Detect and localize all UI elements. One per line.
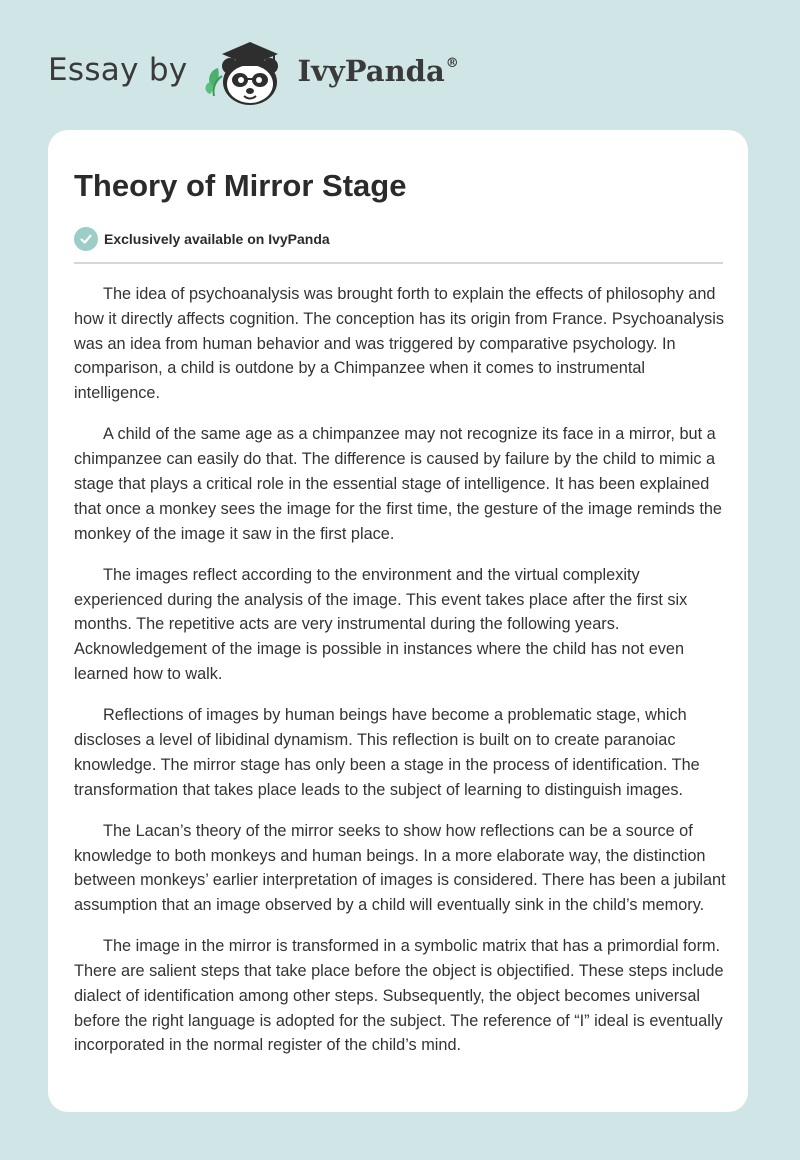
essay-card (48, 130, 748, 1112)
paragraph: Reflections of images by human beings have become a problematic stage, which discloses a level of libidinal dynamism. This reflection is built on to create paranoiac knowledge. The mirror stage has only been a stage in the process of identification. The transformation that takes place leads to the subject of learning to distinguish images. (74, 706, 700, 799)
brand-name[interactable] (298, 54, 459, 88)
exclusive-badge (74, 226, 722, 252)
paragraph: The idea of psychoanalysis was brought forth to explain the effects of philosophy and how it directly affects cognition. The conception has its origin from France. Psychoanalysis was an idea from human behavior and was triggered by comparative psychology. In comparison, a child is outdone by a Chimpanzee when it comes to instrumental intelligence. (74, 285, 725, 403)
site-header (48, 36, 459, 108)
paragraph: The Lacan’s theory of the mirror seeks to show how reflections can be a source of knowledge to both monkeys and human beings. In a more elaborate way, the distinction between monkeys’ earlier interpretation of images is considered. There has been a jubilant assumption that an image observed by a child will eventually sink in the child’s memory. (74, 821, 726, 915)
brand-name-text: IvyPanda (297, 54, 445, 88)
registered-mark: ® (445, 56, 459, 71)
page-title: Theory of Mirror Stage (74, 168, 407, 203)
checkmark-icon (74, 227, 98, 251)
essay-by-label: Essay by (48, 52, 188, 88)
exclusive-badge-text: Exclusively available on IvyPanda (104, 231, 330, 247)
paragraph: A child of the same age as a chimpanzee may not recognize its face in a mirror, but a chimpanzee can easily do that. The difference is caused by failure by the child to mimic a stage that plays a critical role in the essential stage of intelligence. It has been explained that once a monkey sees the image for the first time, the gesture of the image reminds the monkey of the image it saw in the first place. (74, 425, 722, 543)
essay-body (74, 282, 726, 1058)
paragraph: The image in the mirror is transformed in a symbolic matrix that has a primordial form. There are salient steps that take place before the object is objectified. These steps include dialect of identification among other steps. Subsequently, the object becomes universal before the right language is adopted for the subject. The reference of “I” ideal is eventually incorporated in the normal register of the child’s mind. (74, 937, 724, 1055)
paragraph: The images reflect according to the environment and the virtual complexity experienced during the analysis of the image. This event takes place after the first six months. The repetitive acts are very instrumental during the following years. Acknowledgement of the image is possible in instances where the child has not even learned how to walk. (74, 565, 688, 683)
divider (74, 262, 723, 264)
panda-logo-icon[interactable] (202, 36, 294, 108)
